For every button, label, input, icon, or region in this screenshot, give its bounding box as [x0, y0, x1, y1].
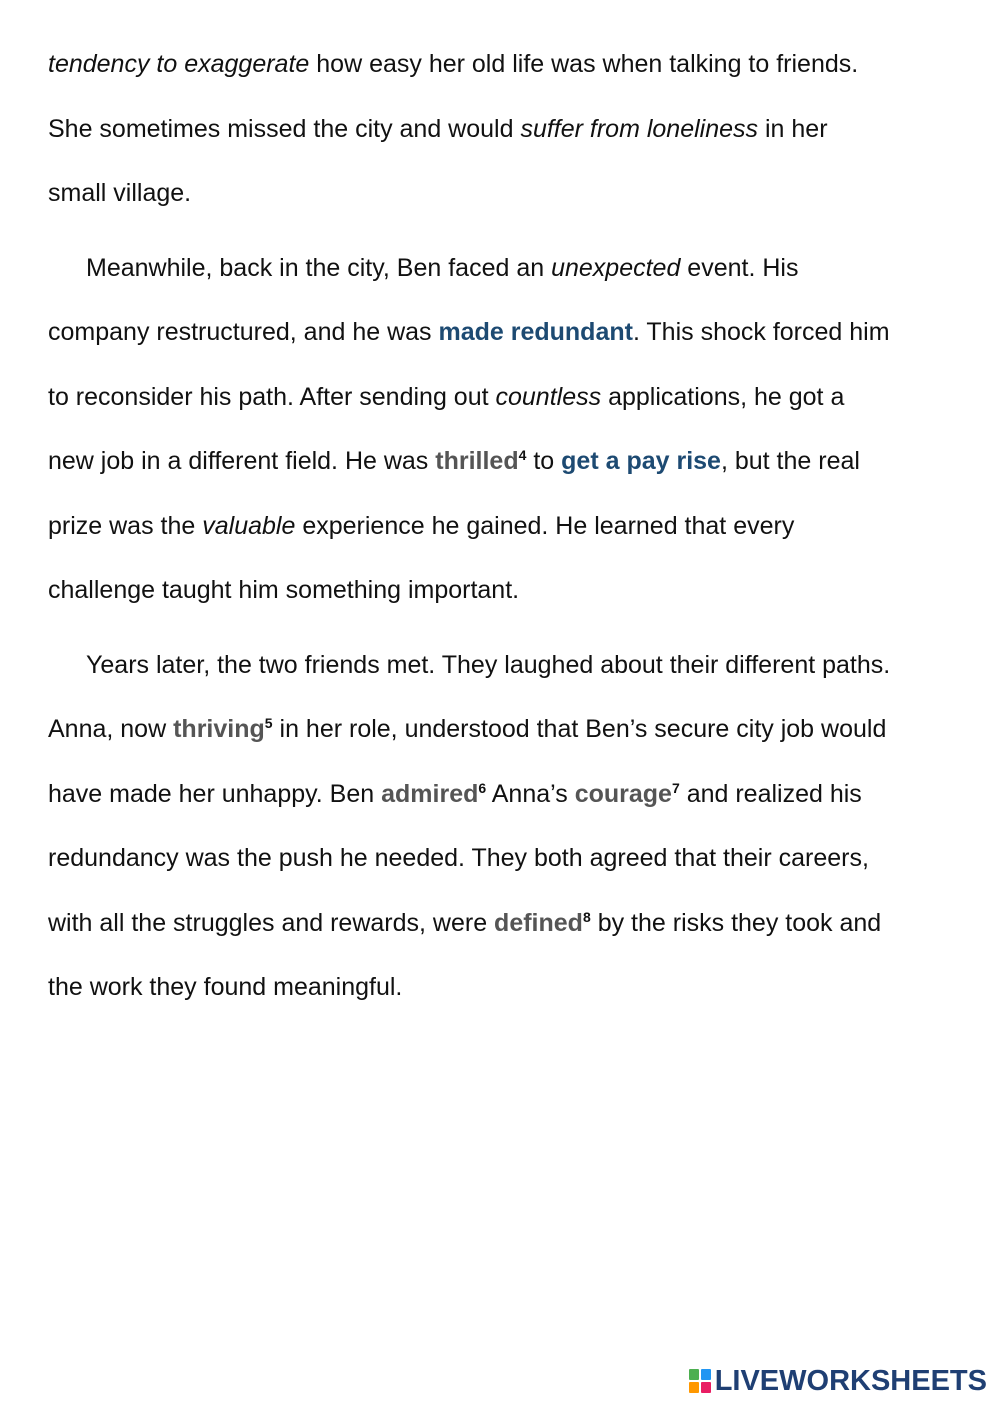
text-run: to [526, 447, 562, 475]
text-run: event. His [680, 253, 799, 282]
text-run: small village. [48, 179, 192, 207]
logo-square [701, 1382, 711, 1393]
text-line [48, 826, 958, 891]
footnote-number: 8 [582, 908, 591, 925]
vocab-phrase: unexpected [551, 253, 681, 282]
paragraph [48, 633, 958, 1020]
text-line [48, 558, 958, 623]
liveworksheets-logo[interactable] [689, 1364, 987, 1398]
vocab-phrase: suffer from loneliness [520, 114, 759, 143]
paragraph [48, 236, 958, 623]
numbered-word: thrilled [435, 447, 519, 475]
text-run: company restructured, and he was [48, 318, 439, 346]
text-run: applications, he got a [601, 382, 845, 411]
text-run: Years later, the two friends met. They laughed about their different paths. [86, 650, 891, 679]
text-run: and realized his [679, 779, 862, 808]
text-line [48, 429, 958, 494]
highlighted-phrase: get a pay rise [561, 447, 721, 475]
text-line [48, 161, 958, 226]
text-run: challenge taught him something important. [48, 576, 520, 604]
liveworksheets-logo-icon [689, 1369, 711, 1393]
text-run: new job in a different field. He was [48, 447, 436, 475]
text-run: She sometimes missed the city and would [48, 114, 521, 143]
paragraph [48, 32, 958, 226]
numbered-word: defined [494, 908, 583, 937]
logo-square [701, 1369, 711, 1380]
text-run: how easy her old life was when talking to friends. [309, 50, 859, 78]
text-run: the work they found meaningful. [48, 973, 403, 1001]
numbered-word: courage [574, 779, 672, 808]
worksheet-text [48, 32, 958, 1030]
highlighted-phrase: made redundant [438, 318, 633, 346]
text-line [48, 300, 958, 365]
text-run: by the risks they took and [590, 908, 882, 937]
text-run: . This shock forced him [632, 318, 890, 346]
text-run: , but the real [720, 447, 860, 475]
text-line [48, 891, 958, 956]
numbered-word: thriving [173, 715, 265, 743]
footnote-number: 6 [478, 779, 487, 796]
text-line [48, 955, 958, 1020]
text-line [48, 697, 958, 762]
text-run: Anna, now [48, 715, 174, 743]
text-run: have made her unhappy. Ben [48, 779, 382, 808]
text-line [48, 32, 958, 97]
text-run: to reconsider his path. After sending out [48, 382, 496, 411]
text-line [48, 494, 958, 559]
text-run: experience he gained. He learned that every [295, 511, 795, 540]
text-line [48, 762, 958, 827]
logo-square [689, 1369, 699, 1380]
footnote-number: 5 [264, 715, 273, 731]
text-run: in her [758, 114, 828, 143]
footnote-number: 7 [671, 779, 680, 796]
text-run: Meanwhile, back in the city, Ben faced an [86, 253, 552, 282]
logo-square [689, 1382, 699, 1393]
text-run: Anna’s [486, 779, 575, 808]
vocab-phrase: tendency to exaggerate [48, 50, 310, 78]
text-line [48, 365, 958, 430]
text-run: prize was the [48, 511, 203, 540]
text-line [48, 633, 958, 698]
footnote-number: 4 [518, 447, 527, 463]
vocab-phrase: valuable [202, 511, 296, 540]
text-run: in her role, understood that Ben’s secure city job would [272, 715, 887, 743]
text-run: redundancy was the push he needed. They both agreed that their careers, [48, 844, 869, 872]
text-line [48, 236, 958, 301]
vocab-phrase: countless [495, 382, 602, 411]
numbered-word: admired [381, 779, 479, 808]
text-run: with all the struggles and rewards, were [48, 908, 495, 937]
text-line [48, 97, 958, 162]
logo-text: LIVEWORKSHEETS [714, 1364, 987, 1397]
